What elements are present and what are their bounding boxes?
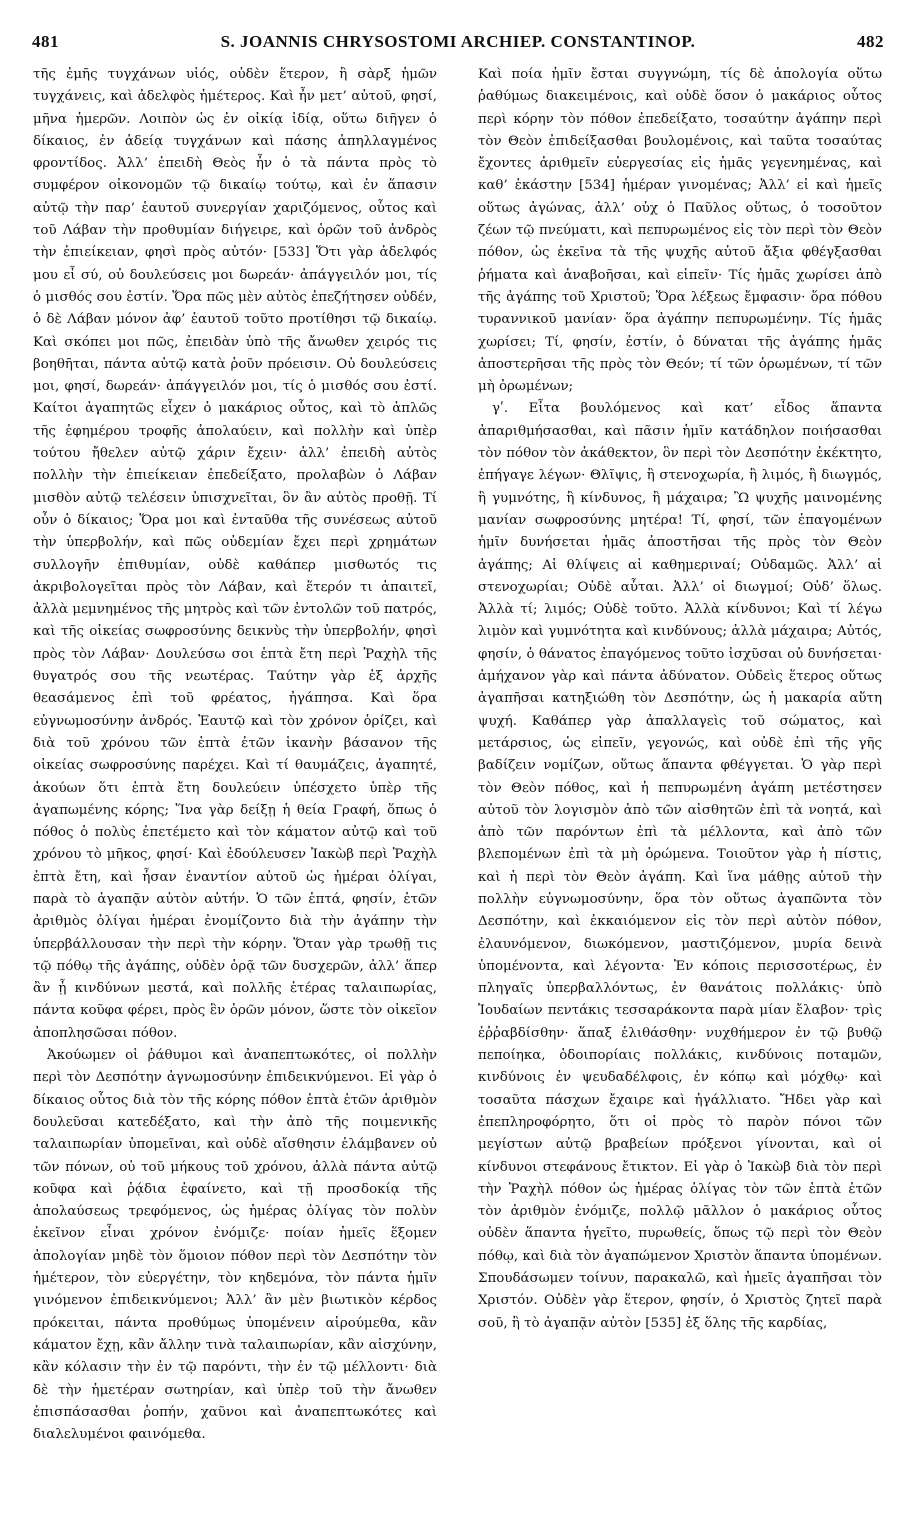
page-number-left: 481 [32, 32, 59, 51]
right-paragraph-2: γʹ. Εἶτα βουλόμενος καὶ κατ’ εἶδος ἅπαντα ἀπαριθμήσασθαι, καὶ πᾶσιν ἡμῖν κατάδηλον ποιήσασθαι τὸν πόθον τὸν ἀκάθεκτον, ὃν περὶ τὸν Δεσπότην ἐκέκτητο, ἐπήγαγε λέγων· Θλῖψις, ἢ στενοχωρία, ἢ λιμός, ἢ διωγμός, ἢ γυμνότης, ἢ κίνδυνος, ἢ μάχαιρα; Ὢ ψυχῆς μαινομένης μανίαν σωφροσύνης μητέρα! Τί, φησί, τῶν ἐπαγομένων ἡμῖν δυνήσεται ἡμᾶς ἀποστῆσαι τῆς πρὸς τὸν Θεὸν ἀγάπης; Αἱ θλίψεις αἱ καθημεριναί; Οὐδαμῶς. Ἀλλ’ αἱ στενοχωρίαι; Οὐδὲ αὗται. Ἀλλ’ οἱ διωγμοί; Οὐδ’ ὅλως. Ἀλλὰ τί; λιμός; Οὐδὲ τοῦτο. Ἀλλὰ κίνδυνοι; Καὶ τί λέγω λιμὸν καὶ γυμνότητα καὶ κινδύνους; ἀλλὰ μάχαιρα; Αὐτός, φησίν, ὁ θάνατος ἐπαγόμενος τοῦτο ἰσχῦσαι οὐ δυνήσεται· ἀμήχανον γὰρ καὶ πάντα ἀδύνατον. Οὐδεὶς ἕτερος οὕτως ἀγαπῆσαι κατηξιώθη τὸν Δεσπότην, ὡς ἡ μακαρία αὕτη ψυχή. Καθάπερ γὰρ ἀπαλλαγεὶς τοῦ σώματος, καὶ μετάρσιος, ὡς εἰπεῖν, γεγονώς, καὶ οὐδὲ ἐπὶ τῆς γῆς βαδίζειν νομίζων, οὕτως ἅπαντα φθέγγεται. Ὁ γὰρ περὶ τὸν Θεὸν πόθος, καὶ ἡ πεπυρωμένη ἀγάπη μετέστησεν αὐτοῦ τὸν λογισμὸν ἀπὸ τῶν αἰσθητῶν ἐπὶ τὰ νοητά, καὶ ἀπὸ τῶν παρόντων ἐπὶ τὰ μέλλοντα, καὶ ἀπὸ τῶν βλεπομένων ἐπὶ τὰ μὴ ὁρώμενα. Τοιοῦτον γὰρ ἡ πίστις, καὶ ἡ περὶ τὸν Θεὸν ἀγάπη. Καὶ ἵνα μάθῃς αὐτοῦ τὴν πολλὴν εὐγνωμοσύνην, ὅρα τὸν οὕτως ἀγαπῶντα τὸν Δεσπότην, καὶ ἐκκαιόμενον εἰς τὸν περὶ αὐτὸν πόθον, ἐλαυνόμενον, διωκόμενον, μαστιζόμενον, μυρία δεινὰ ὑπομένοντα, καὶ λέγοντα· Ἐν κόποις περισσοτέρως, ἐν πληγαῖς ὑπερβαλλόντως, ἐν θανάτοις πολλάκις· ὑπὸ Ἰουδαίων πεντάκις τεσσαράκοντα παρὰ μίαν ἔλαβον· τρὶς ἐῤῥαβδίσθην· ἅπαξ ἐλιθάσθην· νυχθήμερον ἐν τῷ βυθῷ πεποίηκα, ὁδοιπορίαις πολλάκις, κινδύνοις ποταμῶν, κινδύνοις ἐν ψευδαδέλφοις, ἐν κόπῳ καὶ μόχθῳ· καὶ τοσαῦτα πάσχων ἔχαιρε καὶ ἠγάλλιατο. Ἤδει γὰρ καὶ ἐπεπληροφόρητο, ὅτι οἱ πρὸς τὸ παρὸν πόνοι τῶν μεγίστων αὐτῷ βραβείων πρόξενοι γίνονται, καὶ οἱ κίνδυνοι στεφάνους ἔτικτον. Εἰ γὰρ ὁ Ἰακὼβ διὰ τὸν περὶ τὴν Ῥαχὴλ πόθον ὡς ἡμέρας ὀλίγας τὸν τῶν ἑπτὰ ἐτῶν τὸν ἀριθμὸν ἐνόμιζε, πολλῷ μᾶλλον ὁ μακάριος οὗτος οὐδὲν ἅπαντα ἡγεῖτο, πυρωθείς, ὅπως τῷ περὶ τὸν Θεὸν πόθῳ, καὶ διὰ τὸν ἀγαπώμενον Χριστὸν ἅπαντα ὑπομένων. Σπουδάσωμεν τοίνυν, παρακαλῶ, καὶ ἡμεῖς ἀγαπῆσαι τὸν Χριστόν. Οὐδὲν γὰρ ἕτερον, φησίν, ὁ Χριστὸς ζητεῖ παρὰ σοῦ, ἢ τὸ ἀγαπᾷν αὐτὸν [535] ἐξ ὅλης τῆς καρδίας, [478, 401, 882, 1331]
page-number-right: 482 [857, 32, 884, 51]
running-title: S. JOANNIS CHRYSOSTOMI ARCHIEP. CONSTANTINOP. [220, 32, 696, 51]
page-header [30, 22, 886, 62]
right-column [478, 64, 882, 1524]
right-paragraph-1: Καὶ ποία ἡμῖν ἔσται συγγνώμη, τίς δὲ ἀπολογία οὕτω ῥαθύμως διακειμένοις, καὶ οὐδὲ ὅσον ὁ μακάριος οὗτος περὶ κόρην τὸν πόθον ἐπεδείξατο, τοσαύτην ἀγάπην περὶ τὸν Θεὸν ἐπιδείξασθαι βουλομένοις, καὶ ταῦτα τοσαύτας ἔχοντες ἀριθμεῖν εὐεργεσίας εἰς ἡμᾶς γεγενημένας, καὶ καθ’ ἑκάστην [534] ἡμέραν γινομένας; Ἀλλ’ εἰ καὶ ἡμεῖς οὕτως ἀγώνας, ἀλλ’ οὐχ ὁ Παῦλος οὕτως, ὁ τοσοῦτον ζέων τῷ πνεύματι, καὶ πεπυρωμένος εἰς τὸν περὶ τὸν Θεὸν πόθον, ὡς ἐκεῖνα τὰ τῆς ψυχῆς αὐτοῦ ἄξια φθέγξασθαι ῥήματα καὶ ἀναβοῆσαι, καὶ εἰπεῖν· Τίς ἡμᾶς χωρίσει ἀπὸ τῆς ἀγάπης τοῦ Χριστοῦ; Ὅρα λέξεως ἔμφασιν· ὅρα πόθου τυραννικοῦ μανίαν· ὅρα ἀγάπην πεπυρωμένην. Τίς ἡμᾶς χωρίσει; Τί, φησίν, ἐστίν, ὁ δύναται τῆς ἀγάπης ἡμᾶς ἀποστερῆσαι τῆς πρὸς τὸν Θεόν; τί τῶν ὁρωμένων, τί τῶν μὴ ὁρωμένων; [478, 67, 882, 395]
left-paragraph-1: τῆς ἐμῆς τυγχάνων υἱός, οὐδὲν ἕτερον, ἢ σὰρξ ἡμῶν τυγχάνεις, καὶ ἀδελφὸς ἡμέτερος. Καὶ ἦν μετ’ αὐτοῦ, φησί, μῆνα ἡμερῶν. Λοιπὸν ὡς ἐν οἰκίᾳ ἰδίᾳ, οὕτω διῆγεν ὁ δίκαιος, ἐν ἀδείᾳ τυγχάνων καὶ πάσης ἀπηλλαγμένος φροντίδος. Ἀλλ’ ἐπειδὴ Θεὸς ἦν ὁ τὰ πάντα πρὸς τὸ συμφέρον οἰκονομῶν τῷ δικαίῳ τούτῳ, καὶ ἐν ἅπασιν αὐτῷ τὴν παρ’ ἑαυτοῦ συνεργίαν χαριζόμενος, οὗτος καὶ τοῦ Λάβαν τὴν προθυμίαν διήγειρε, καὶ ὁρῶν τοῦ ἀνδρὸς τὴν ἐπιείκειαν, φησὶ πρὸς αὐτόν· [533] Ὅτι γὰρ ἀδελφός μου εἶ σύ, οὐ δουλεύσεις μοι δωρεάν· ἀπάγγειλόν μοι, τίς ὁ μισθός σου ἐστίν. Ὅρα πῶς μὲν αὐτὸς ἐπεζήτησεν οὐδέν, ὁ δὲ Λάβαν μόνον ἀφ’ ἑαυτοῦ τοῦτο προτίθησι τῷ δικαίῳ. Καὶ σκόπει μοι πῶς, ἐπειδὰν ὑπὸ τῆς ἄνωθεν χειρός τις βοηθῆται, πάντα αὐτῷ κατὰ ῥοῦν πρόεισιν. Οὐ δουλεύσεις μοι, φησί, δωρεάν· ἀπάγγειλόν μοι, τίς ὁ μισθός σου ἐστί. Καίτοι ἀγαπητῶς εἶχεν ὁ μακάριος οὗτος, καὶ τὸ ἁπλῶς τῆς ἐφημέρου τροφῆς ἀπολαύειν, καὶ πολλὴν καὶ ὑπὲρ τούτου ἤθελεν αὐτῷ χάριν ἔχειν· ἀλλ’ ἐπειδὴ αὐτὸς πολλὴν τὴν ἐπιείκειαν ἐπεδείξατο, προλαβὼν ὁ Λάβαν μισθὸν αὐτῷ τελέσειν ὑπισχνεῖται, ὃν ἂν αὐτὸς προθῇ. Τί οὖν ὁ δίκαιος; Ὅρα μοι καὶ ἐνταῦθα τῆς συνέσεως αὐτοῦ τὴν ὑπερβολήν, καὶ πῶς οὐδεμίαν ἔχει περὶ χρημάτων συλλογῆν ἐπιθυμίαν, οὐδὲ καθάπερ μισθωτός τις ἀκριβολογεῖται πρὸς τὸν Λάβαν, καὶ ἕτερόν τι ἀπαιτεῖ, ἀλλὰ μεμνημένος τῆς μητρὸς καὶ τῶν ἐντολῶν τοῦ πατρός, καὶ τῆς οἰκείας σωφροσύνης δεικνὺς τὴν ὑπερβολήν, φησὶ πρὸς τὸν Λάβαν· Δουλεύσω σοι ἑπτὰ ἔτη περὶ Ῥαχὴλ τῆς θυγατρός σου τῆς νεωτέρας. Ταύτην γὰρ ἐξ ἀρχῆς θεασάμενος ἐπὶ τοῦ φρέατος, ἠγάπησα. Καὶ ὅρα εὐγνωμοσύνην ἀνδρός. Ἑαυτῷ καὶ τὸν χρόνον ὁρίζει, καὶ διὰ τοῦ χρόνου τῶν ἑπτὰ ἐτῶν ἱκανὴν βάσανον τῆς οἰκείας σωφροσύνης παρέχει. Καὶ τί θαυμάζεις, ἀγαπητέ, ἀκούων ὅτι ἑπτὰ ἔτη δουλεύειν ὑπέσχετο ὑπὲρ τῆς ἀγαπωμένης κόρης; Ἵνα γὰρ δείξῃ ἡ θεία Γραφή, ὅπως ὁ πόθος ὁ πολὺς ἐπετέμετο καὶ τὸν κάματον αὐτῷ καὶ τοῦ χρόνου τὸ μῆκος, φησί· Καὶ ἐδούλευσεν Ἰακὼβ περὶ Ῥαχὴλ ἑπτὰ ἔτη, καὶ ἦσαν ἐναντίον αὐτοῦ ὡς ἡμέραι ὀλίγαι, παρὰ τὸ ἀγαπᾷν αὐτὸν αὐτήν. Ὁ τῶν ἑπτά, φησίν, ἐτῶν ἀριθμὸς ὀλίγαι ἡμέραι ἐνομίζοντο διὰ τὴν ἀγάπην τὴν ὑπερβάλλουσαν τὴν περὶ τὴν κόρην. Ὅταν γὰρ τρωθῇ τις τῷ πόθῳ τῆς ἀγάπης, οὐδὲν ὁρᾷ τῶν δυσχερῶν, ἀλλ’ ἅπερ ἂν ᾖ κινδύνων μεστά, καὶ πολλῆς ἑτέρας ταλαιπωρίας, πάντα κοῦφα φέρει, πρὸς ἓν ὁρῶν μόνον, ὥστε τὸν οἰκεῖον ἀποπλησῶσαι πόθον. [33, 67, 437, 1041]
left-column [33, 64, 437, 1524]
left-paragraph-2: Ἀκούωμεν οἱ ῥάθυμοι καὶ ἀναπεπτωκότες, οἱ πολλὴν περὶ τὸν Δεσπότην ἀγνωμοσύνην ἐπιδεικνύμενοι. Εἰ γὰρ ὁ δίκαιος οὗτος διὰ τὸν τῆς κόρης πόθον ἑπτὰ ἐτῶν ἀριθμὸν δουλεῦσαι κατεδέξατο, καὶ τὴν ἀπὸ τῆς ποιμενικῆς ταλαιπωρίαν ὑπομεῖναι, καὶ οὐδὲ αἴσθησιν ἐλάμβανεν οὐ τῶν πόνων, οὐ τοῦ μήκους τοῦ χρόνου, ἀλλὰ πάντα αὐτῷ κοῦφα καὶ ῥᾴδια ἐφαίνετο, καὶ τῇ προσδοκίᾳ τῆς ἀπολαύσεως τρεφόμενος, ὡς ἡμέρας ὀλίγας τὸν πολὺν ἐκεῖνον εἶναι χρόνον ἐνόμιζε· ποίαν ἡμεῖς ἕξομεν ἀπολογίαν μηδὲ τὸν ὅμοιον πόθον περὶ τὸν Δεσπότην τὸν ἡμέτερον, τὸν εὐεργέτην, τὸν κηδεμόνα, τὸν πάντα ἡμῖν γινόμενον ἐπιδεικνύμενοι; Ἀλλ’ ἂν μὲν βιωτικὸν κέρδος πρόκειται, πάντα προθύμως ὑπομένειν αἱρούμεθα, κἂν κάματον ἔχῃ, κἂν ἄλλην τινὰ ταλαιπωρίαν, κἂν αἰσχύνην, κἂν κόλασιν τὴν ἐν τῷ παρόντι, τὴν ἐν τῷ μέλλοντι· διὰ δὲ τὴν ἡμετέραν σωτηρίαν, καὶ ὑπὲρ τοῦ τὴν ἄνωθεν ἐπισπάσασθαι ῥοπήν, χαῦνοι καὶ ἀναπεπτωκότες καὶ διαλελυμένοι φαινόμεθα. [33, 1048, 437, 1443]
